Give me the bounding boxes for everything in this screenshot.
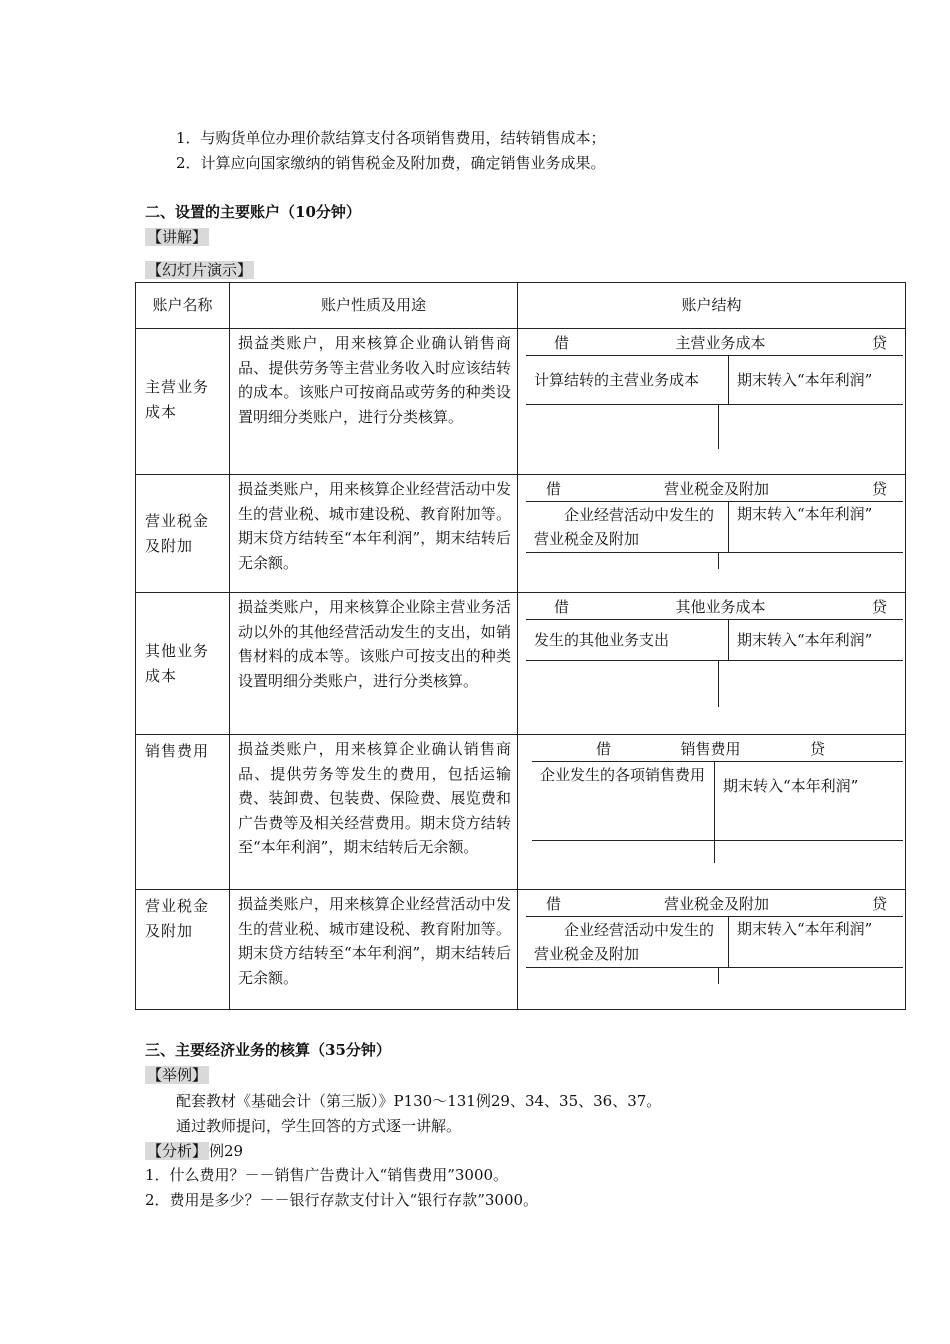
t-account-divider	[718, 553, 905, 569]
account-description: 损益类账户，用来核算企业经营活动中发生的营业税、城市建设税、教育附加等。期末贷方结转至“本年利润”，期末结转后无余额。	[230, 890, 518, 1010]
t-account-divider	[718, 405, 905, 449]
t-account-divider	[718, 968, 905, 984]
header-account-structure: 账户结构	[518, 283, 906, 329]
debit-label: 借	[546, 480, 562, 498]
header-account-nature: 账户性质及用途	[230, 283, 518, 329]
account-name: 营业税金及附加	[136, 475, 230, 593]
account-name: 营业税金及附加	[136, 890, 230, 1010]
account-description: 损益类账户，用来核算企业经营活动中发生的营业税、城市建设税、教育附加等。期末贷方结转至“本年利润”，期末结转后无余额。	[230, 475, 518, 593]
t-account-title: 其他业务成本	[675, 598, 766, 616]
t-account-body	[526, 355, 903, 405]
t-account-title: 销售费用	[680, 740, 741, 758]
debit-entry: 发生的其他业务支出	[534, 631, 670, 649]
credit-label: 贷	[871, 480, 887, 498]
t-account	[518, 329, 906, 475]
explain-tag	[145, 227, 209, 247]
credit-label: 贷	[871, 334, 887, 352]
credit-label: 贷	[871, 598, 887, 616]
t-account-title: 主营业务成本	[675, 334, 766, 352]
t-account	[518, 735, 906, 890]
intro-item-2: 2．计算应向国家缴纳的销售税金及附加费，确定销售业务成果。	[176, 154, 606, 172]
debit-entry: 企业经营活动中发生的营业税金及附加	[534, 921, 715, 963]
account-name: 销售费用	[136, 735, 230, 890]
credit-entry: 期末转入“本年利润”	[728, 356, 903, 404]
t-account-header	[518, 892, 905, 916]
analysis-line	[145, 1141, 243, 1161]
t-account-header	[518, 331, 905, 355]
table-row	[136, 735, 906, 890]
explain-tag-label: 【讲解】	[147, 228, 208, 246]
t-account-header	[518, 477, 905, 501]
slides-tag	[145, 260, 254, 280]
debit-label: 借	[554, 598, 570, 616]
t-account-header	[518, 595, 905, 619]
t-account-header	[518, 737, 905, 761]
example-tag-label: 【举例】	[147, 1066, 208, 1084]
table-row	[136, 890, 906, 1010]
t-account-title: 营业税金及附加	[663, 895, 769, 913]
t-account-body	[526, 619, 903, 661]
accounts-table	[135, 282, 906, 1010]
table-row	[136, 475, 906, 593]
t-account-body	[526, 916, 903, 968]
debit-entry: 企业经营活动中发生的营业税金及附加	[534, 506, 715, 548]
analysis-tag-label: 【分析】	[147, 1142, 208, 1160]
question-2: 2．费用是多少？－－银行存款支付计入“银行存款”3000。	[145, 1191, 539, 1209]
t-account-body	[526, 501, 903, 553]
credit-entry: 期末转入“本年利润”	[714, 762, 903, 840]
table-row	[136, 329, 906, 475]
debit-label: 借	[596, 740, 612, 758]
header-account-name: 账户名称	[136, 283, 230, 329]
account-description: 损益类账户，用来核算企业确认销售商品、提供劳务等发生的费用，包括运输费、装卸费、包装费、保险费、展览费和广告费等及相关经营费用。期末贷方结转至“本年利润”，期末结转后无余额。	[230, 735, 518, 890]
credit-label: 贷	[809, 740, 825, 758]
intro-item-1: 1．与购货单位办理价款结算支付各项销售费用，结转销售成本；	[176, 129, 606, 147]
credit-entry: 期末转入“本年利润”	[728, 620, 903, 660]
account-description: 损益类账户，用来核算企业确认销售商品、提供劳务等主营业务收入时应该结转的成本。该账户可按商品或劳务的种类设置明细分类账户，进行分类核算。	[230, 329, 518, 475]
table-row	[136, 593, 906, 735]
section-2-heading: 二、设置的主要账户（10分钟）	[145, 203, 361, 221]
t-account-divider	[718, 661, 905, 707]
t-account	[518, 890, 906, 1010]
question-1: 1．什么费用？－－销售广告费计入“销售费用”3000。	[145, 1166, 509, 1184]
section-3-heading: 三、主要经济业务的核算（35分钟）	[145, 1041, 391, 1059]
t-account-body	[532, 761, 903, 841]
credit-label: 贷	[871, 895, 887, 913]
debit-label: 借	[546, 895, 562, 913]
example-line-2: 通过教师提问，学生回答的方式逐一讲解。	[176, 1117, 462, 1135]
debit-entry: 企业发生的各项销售费用	[540, 766, 706, 784]
debit-label: 借	[554, 334, 570, 352]
t-account	[518, 475, 906, 593]
credit-entry: 期末转入“本年利润”	[728, 917, 903, 967]
example-tag	[145, 1065, 209, 1085]
account-name: 主营业务成本	[136, 329, 230, 475]
analysis-example-label: 例29	[209, 1142, 244, 1160]
t-account	[518, 593, 906, 735]
t-account-title: 营业税金及附加	[663, 480, 769, 498]
account-description: 损益类账户，用来核算企业除主营业务活动以外的其他经营活动发生的支出，如销售材料的成本等。该账户可按支出的种类设置明细分类账户，进行分类核算。	[230, 593, 518, 735]
table-header-row	[136, 283, 906, 329]
example-line-1: 配套教材《基础会计（第三版）》P130～131例29、34、35、36、37。	[176, 1092, 662, 1110]
account-name: 其他业务成本	[136, 593, 230, 735]
debit-entry: 计算结转的主营业务成本	[534, 371, 700, 389]
credit-entry: 期末转入“本年利润”	[728, 502, 903, 552]
t-account-divider	[714, 841, 905, 863]
slides-tag-label: 【幻灯片演示】	[147, 261, 253, 279]
